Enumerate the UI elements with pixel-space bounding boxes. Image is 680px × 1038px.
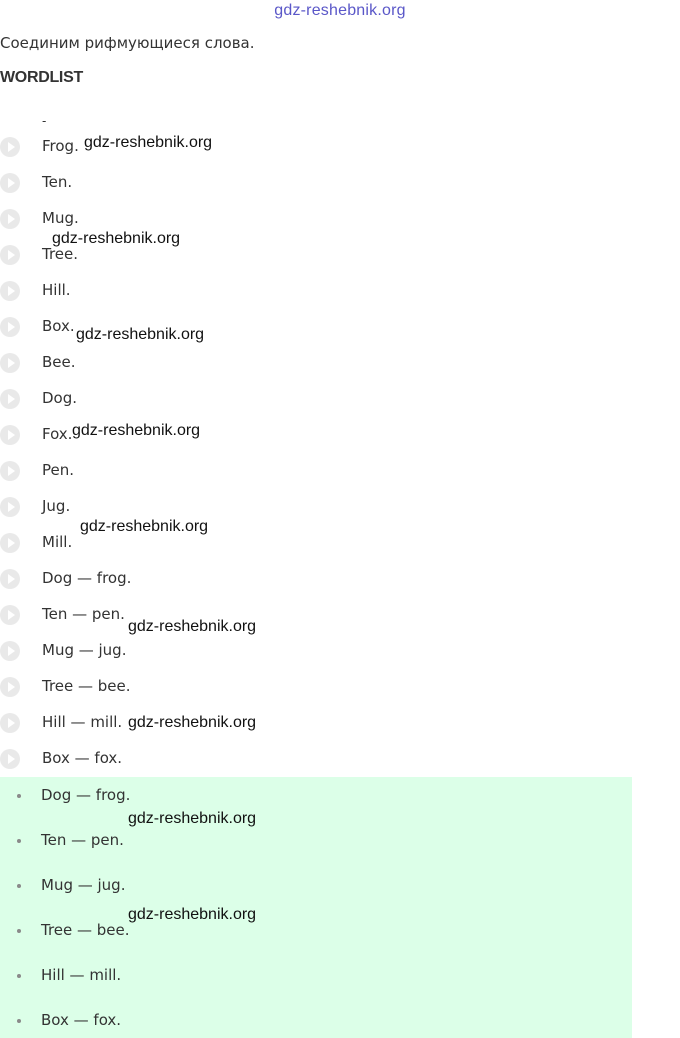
answer-box (0, 777, 632, 1038)
bullet-icon (17, 884, 21, 888)
play-icon[interactable] (0, 569, 20, 589)
play-icon[interactable] (0, 677, 20, 697)
play-icon[interactable] (0, 317, 20, 337)
audio-word: Ten. (42, 173, 73, 191)
site-watermark-header: gdz-reshebnik.org (274, 2, 406, 19)
play-icon[interactable] (0, 497, 20, 517)
bullet-icon (17, 1019, 21, 1023)
watermark-text: gdz-reshebnik.org (128, 618, 257, 635)
audio-word: Jug. (42, 497, 71, 515)
audio-word: Mug. (42, 209, 79, 227)
watermark-text: gdz-reshebnik.org (76, 326, 205, 343)
bullet-icon (17, 839, 21, 843)
watermark-text: gdz-reshebnik.org (72, 422, 201, 439)
answer-text: Ten — pen. (41, 831, 124, 849)
play-icon[interactable] (0, 137, 20, 157)
bullet-icon (17, 929, 21, 933)
bullet-icon (17, 794, 21, 798)
play-icon[interactable] (0, 713, 20, 733)
play-icon[interactable] (0, 533, 20, 553)
audio-word: Pen. (42, 461, 75, 479)
play-icon[interactable] (0, 425, 20, 445)
watermark-text: gdz-reshebnik.org (128, 810, 257, 827)
play-icon[interactable] (0, 605, 20, 625)
audio-word: Tree — bee. (42, 677, 131, 695)
wordlist-heading: WORDLIST (0, 69, 83, 86)
audio-word: Frog. (42, 137, 79, 155)
audio-word: Dog — frog. (42, 569, 132, 587)
play-icon[interactable] (0, 641, 20, 661)
answer-text: Dog — frog. (41, 786, 131, 804)
play-icon[interactable] (0, 461, 20, 481)
watermark-text: gdz-reshebnik.org (80, 518, 209, 535)
play-icon[interactable] (0, 245, 20, 265)
watermark-text: gdz-reshebnik.org (84, 134, 213, 151)
intro-text: Соединим рифмующиеся слова. (0, 34, 255, 52)
bullet-icon (17, 974, 21, 978)
audio-word: Dog. (42, 389, 78, 407)
play-icon[interactable] (0, 389, 20, 409)
play-icon[interactable] (0, 173, 20, 193)
audio-word: Box. (42, 317, 75, 335)
audio-word: Ten — pen. (42, 605, 125, 623)
audio-word: Box — fox. (42, 749, 123, 767)
audio-word: Hill. (42, 281, 71, 299)
audio-word: Bee. (42, 353, 76, 371)
audio-word: Mill. (42, 533, 73, 551)
play-icon[interactable] (0, 281, 20, 301)
answer-text: Mug — jug. (41, 876, 126, 894)
play-icon[interactable] (0, 209, 20, 229)
answer-text: Hill — mill. (41, 966, 122, 984)
audio-word: Mug — jug. (42, 641, 127, 659)
audio-word: Tree. (42, 245, 79, 263)
tick-mark: - (42, 114, 47, 128)
watermark-text: gdz-reshebnik.org (52, 230, 181, 247)
audio-word: Hill — mill. (42, 713, 123, 731)
answer-text: Box — fox. (41, 1011, 122, 1029)
audio-word: Fox. (42, 425, 73, 443)
watermark-text: gdz-reshebnik.org (128, 714, 257, 731)
play-icon[interactable] (0, 353, 20, 373)
play-icon[interactable] (0, 749, 20, 769)
answer-text: Tree — bee. (41, 921, 130, 939)
watermark-text: gdz-reshebnik.org (128, 906, 257, 923)
